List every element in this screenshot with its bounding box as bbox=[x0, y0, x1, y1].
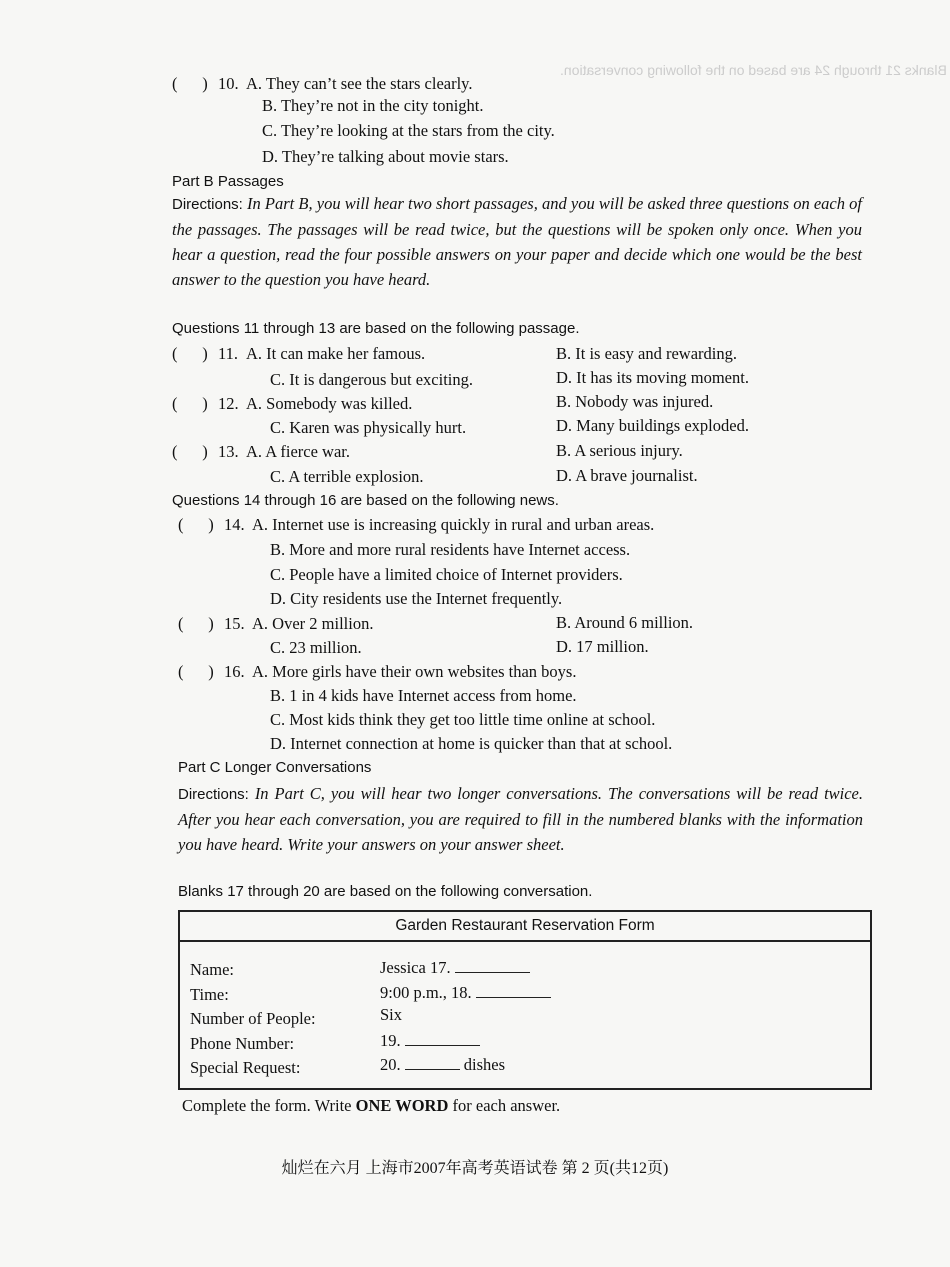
form-label-name: Name: bbox=[190, 960, 234, 979]
directions-text: In Part B, you will hear two short passages, and you will be asked three questions on each of the passages. The passages will be read twice, but the questions will be spoken only once. When you hear a question, read the four possible answers on your paper and decide which one would be the best answer to the question you have heard. bbox=[172, 194, 862, 289]
option-b: B. A serious injury. bbox=[556, 441, 683, 460]
option-a: A. Somebody was killed. bbox=[246, 394, 413, 413]
option-d: D. They’re talking about movie stars. bbox=[262, 147, 509, 166]
part-b-directions bbox=[172, 191, 862, 292]
answer-bracket: ( ) bbox=[172, 394, 208, 413]
blank-20 bbox=[405, 1055, 460, 1070]
option-d: D. 17 million. bbox=[556, 637, 649, 656]
question-number: 13. bbox=[218, 442, 239, 461]
option-b: B. Nobody was injured. bbox=[556, 392, 714, 411]
part-c-directions bbox=[178, 781, 863, 857]
option-b: B. It is easy and rewarding. bbox=[556, 344, 737, 363]
form-value-phone: 19. bbox=[380, 1031, 480, 1051]
option-a: A. It can make her famous. bbox=[246, 344, 426, 363]
answer-bracket: ( ) bbox=[178, 614, 214, 633]
form-label-time: Time: bbox=[190, 985, 229, 1004]
option-c: C. People have a limited choice of Internet providers. bbox=[270, 565, 623, 584]
directions-label: Directions: bbox=[172, 196, 243, 213]
option-c: C. 23 million. bbox=[270, 638, 362, 657]
option-d: D. Internet connection at home is quicker than that at school. bbox=[270, 734, 673, 753]
page-footer: 灿烂在六月 上海市2007年高考英语试卷 第 2 页(共12页) bbox=[281, 1160, 669, 1177]
option-b: B. Around 6 million. bbox=[556, 613, 694, 632]
option-c: C. They’re looking at the stars from the city. bbox=[262, 121, 555, 140]
blank-18 bbox=[476, 983, 551, 998]
option-c: C. It is dangerous but exciting. bbox=[270, 370, 474, 389]
blank-19 bbox=[405, 1031, 480, 1046]
question-number: 16. bbox=[224, 662, 245, 681]
group-header: Questions 11 through 13 are based on the following passage. bbox=[172, 320, 580, 337]
form-value-people: Six bbox=[380, 1005, 403, 1024]
option-a: A. Over 2 million. bbox=[252, 614, 374, 633]
question-number: 11. bbox=[218, 344, 239, 363]
form-value-name: Jessica 17. bbox=[380, 958, 530, 978]
option-d: D. City residents use the Internet frequently. bbox=[270, 589, 563, 608]
option-c: C. A terrible explosion. bbox=[270, 467, 424, 486]
form-label-people: Number of People: bbox=[190, 1009, 316, 1028]
form-instruction: Complete the form. Write ONE WORD for each answer. bbox=[182, 1096, 561, 1115]
option-a: A. A fierce war. bbox=[246, 442, 351, 461]
answer-bracket: ( ) bbox=[178, 515, 214, 534]
option-a: A. Internet use is increasing quickly in rural and urban areas. bbox=[252, 515, 655, 534]
part-b-title: Part B Passages bbox=[172, 173, 284, 190]
form-title: Garden Restaurant Reservation Form bbox=[180, 912, 870, 942]
form-label-phone: Phone Number: bbox=[190, 1034, 295, 1053]
answer-bracket: ( ) bbox=[178, 662, 214, 681]
answer-bracket: ( ) bbox=[172, 344, 208, 363]
option-c: C. Karen was physically hurt. bbox=[270, 418, 467, 437]
question-number: 14. bbox=[224, 515, 245, 534]
group-header: Blanks 17 through 20 are based on the following conversation. bbox=[178, 883, 593, 900]
question-number: 15. bbox=[224, 614, 245, 633]
group-header: Questions 14 through 16 are based on the following news. bbox=[172, 492, 559, 509]
form-label-request: Special Request: bbox=[190, 1058, 301, 1077]
form-value-time: 9:00 p.m., 18. bbox=[380, 983, 551, 1003]
option-b: B. 1 in 4 kids have Internet access from home. bbox=[270, 686, 577, 705]
question-number: 10. bbox=[218, 74, 239, 93]
option-b: B. More and more rural residents have Internet access. bbox=[270, 540, 631, 559]
option-d: D. Many buildings exploded. bbox=[556, 416, 749, 435]
option-d: D. It has its moving moment. bbox=[556, 368, 749, 387]
bleed-through-text: Blanks 21 through 24 are based on the following conversation. bbox=[560, 62, 947, 78]
question-number: 12. bbox=[218, 394, 239, 413]
option-a: A. More girls have their own websites than boys. bbox=[252, 662, 577, 681]
reservation-form bbox=[178, 910, 872, 1090]
blank-17 bbox=[455, 958, 530, 973]
part-c-title: Part C Longer Conversations bbox=[178, 759, 372, 776]
directions-text: In Part C, you will hear two longer conversations. The conversations will be read twice. After you hear each conversation, you are required to fill in the numbered blanks with the information you have heard. Write your answers on your answer sheet. bbox=[178, 784, 864, 854]
answer-bracket: ( ) bbox=[172, 442, 208, 461]
answer-bracket: ( ) bbox=[172, 74, 208, 93]
option-b: B. They’re not in the city tonight. bbox=[262, 96, 484, 115]
option-d: D. A brave journalist. bbox=[556, 466, 698, 485]
option-c: C. Most kids think they get too little time online at school. bbox=[270, 710, 656, 729]
option-a: A. They can’t see the stars clearly. bbox=[246, 74, 473, 93]
form-value-request: 20. dishes bbox=[380, 1055, 505, 1074]
directions-label: Directions: bbox=[178, 786, 249, 803]
